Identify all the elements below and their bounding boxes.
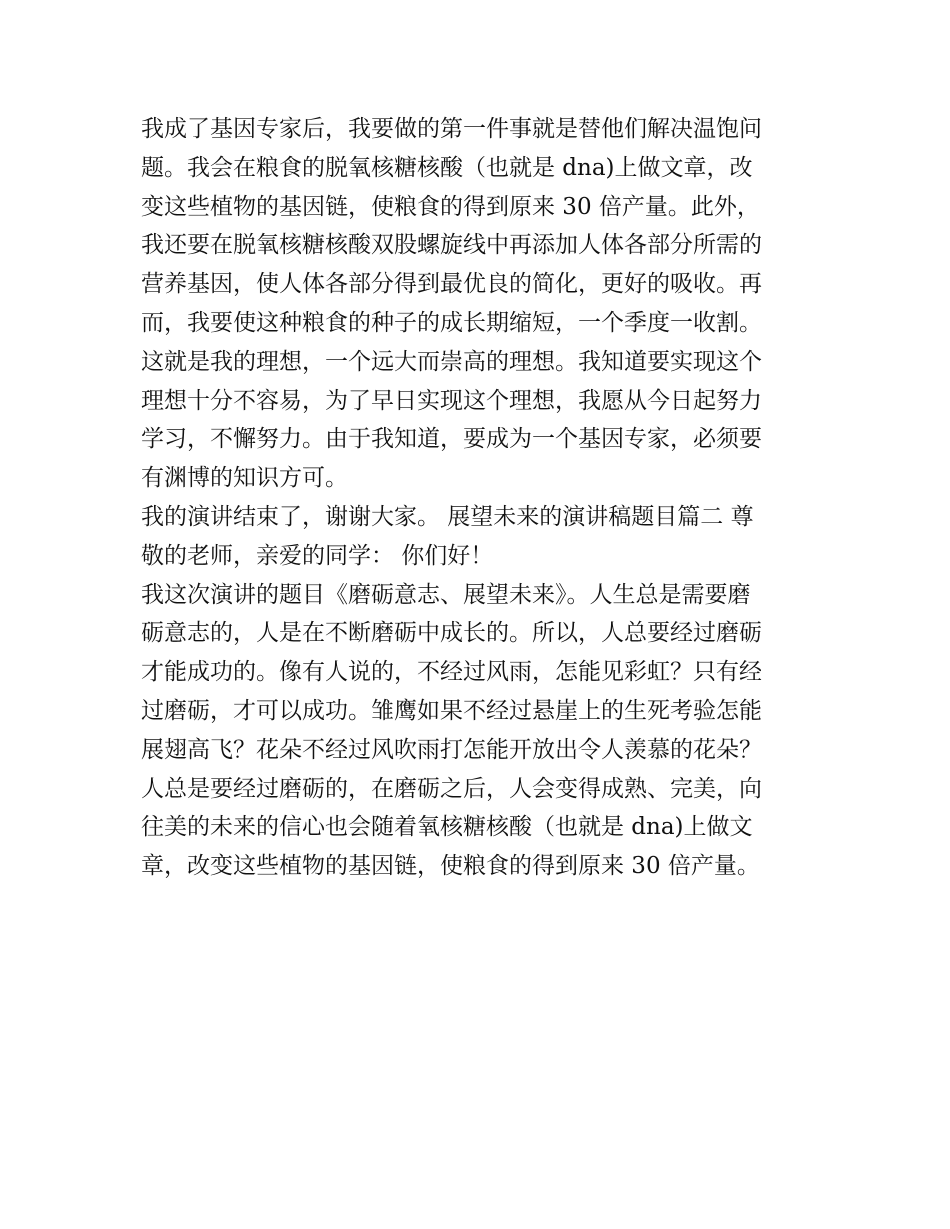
text-line-14: 砺意志的，人是在不断磨砺中成长的。所以，人总要经过磨砺 [141,620,762,647]
text-line-2: 题。我会在粮食的脱氧核糖核酸（也就是 dna)上做文章，改 [141,154,753,181]
text-line-20: 章，改变这些植物的基因链，使粮食的得到原来 30 倍产量。 [141,853,760,880]
text-line-5: 营养基因，使人体各部分得到最优良的简化，更好的吸收。再 [141,271,762,298]
text-line-12: 敬的老师，亲爱的同学： 你们好！ [141,542,494,569]
text-line-1: 我成了基因专家后，我要做的第一件事就是替他们解决温饱问 [141,116,762,142]
text-line-10: 有渊博的知识方可。 [141,465,348,492]
text-line-18: 人总是要经过磨砺的，在磨砺之后，人会变得成熟、完美，向 [141,775,762,802]
text-line-6: 而，我要使这种粮食的种子的成长期缩短，一个季度一收割。 [141,309,762,336]
text-line-16: 过磨砺，才可以成功。雏鹰如果不经过悬崖上的生死考验怎能 [141,697,762,724]
text-line-4: 我还要在脱氧核糖核酸双股螺旋线中再添加人体各部分所需的 [141,232,762,259]
text-line-7: 这就是我的理想，一个远大而崇高的理想。我知道要实现这个 [141,348,762,375]
text-line-19: 往美的未来的信心也会随着氧核糖核酸（也就是 dna)上做文 [141,814,753,841]
text-line-8: 理想十分不容易，为了早日实现这个理想，我愿从今日起努力 [141,387,762,414]
text-line-11: 我的演讲结束了，谢谢大家。 展望未来的演讲稿题目篇二 尊 [141,503,754,530]
text-line-17: 展翅高飞？花朵不经过风吹雨打怎能开放出令人羡慕的花朵？ [141,736,762,763]
text-line-3: 变这些植物的基因链，使粮食的得到原来 30 倍产量。此外， [141,193,760,220]
text-line-9: 学习，不懈努力。由于我知道，要成为一个基因专家，必须要 [141,426,762,453]
body-text [141,110,816,886]
text-line-13: 我这次演讲的题目《磨砺意志、展望未来》。人生总是需要磨 [141,581,751,608]
text-line-15: 才能成功的。像有人说的，不经过风雨，怎能见彩虹？只有经 [141,659,762,686]
